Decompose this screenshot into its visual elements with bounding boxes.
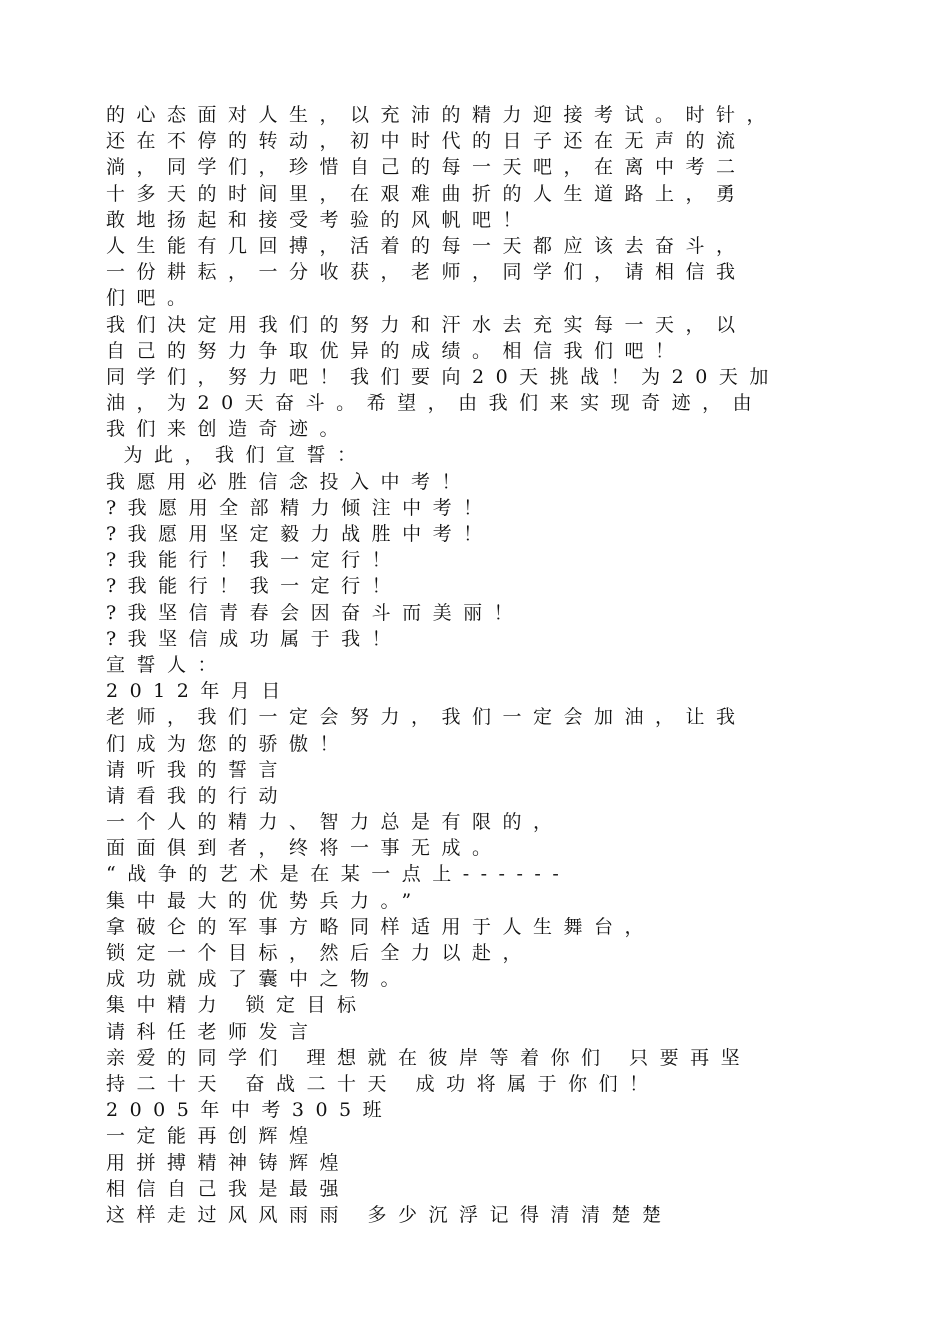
oath-line: ?我愿用全部精力倾注中考！ [106,496,494,519]
text-line: 十多天的时间里，在艰难曲折的人生道路上，勇 [106,182,747,205]
text-line: 请听我的誓言 [106,758,290,781]
text-line: 自己的努力争取优异的成绩。相信我们吧！ [106,339,686,362]
song-line: 这样走过风风雨雨 多少沉浮记得清清楚楚 [106,1203,673,1226]
document-body [106,102,866,1228]
text-line: 人生能有几回搏，活着的每一天都应该去奋斗， [106,234,747,257]
text-line: 请看我的行动 [106,784,290,807]
text-line: 还在不停的转动，初中时代的日子还在无声的流 [106,130,747,153]
oath-heading: 为此，我们宣誓： [106,444,368,467]
text-line: 老师，我们一定会努力，我们一定会加油，让我 [106,706,747,729]
text-line: 一份耕耘，一分收获，老师，同学们，请相信我 [106,261,747,284]
song-line: 相信自己我是最强 [106,1177,351,1200]
oath-line: ?我能行！我一定行！ [106,575,403,598]
text-line: 持二十天 奋战二十天 成功将属于你们！ [106,1072,660,1095]
quote-line: “战争的艺术是在某一点上------ [106,863,571,886]
text-line: 我们决定用我们的努力和汗水去充实每一天，以 [106,313,747,336]
text-line: 成功就成了囊中之物。 [106,968,412,991]
text-line: 亲爱的同学们 理想就在彼岸等着你们 只要再坚 [106,1046,752,1069]
text-line: 们成为您的骄傲！ [106,732,351,755]
oath-line: ?我能行！我一定行！ [106,549,403,572]
oath-line: ?我坚信青春会因奋斗而美丽！ [106,601,525,624]
text-line: 的心态面对人生，以充沛的精力迎接考试。时针， [106,104,778,126]
text-line: 敢地扬起和接受考验的风帆吧！ [106,208,534,231]
text-line: 我们来创造奇迹。 [106,418,351,441]
oath-line: ?我愿用坚定毅力战胜中考！ [106,523,494,545]
slogan-line: 集中精力 锁定目标 [106,994,368,1017]
text-line: 淌，同学们，珍惜自己的每一天吧，在离中考二 [106,156,747,179]
section-label: 请科任老师发言 [106,1020,320,1043]
class-label: 2005年中考305班 [106,1099,394,1122]
text-line: 同学们，努力吧！我们要向20天挑战！为20天加 [106,365,780,388]
text-line: 一个人的精力、智力总是有限的， [106,811,564,834]
text-line: 面面俱到者，终将一事无成。 [106,837,503,860]
text-line: 油，为20天奋斗。希望，由我们来实现奇迹，由 [106,392,764,415]
oath-line: 我愿用必胜信念投入中考！ [106,470,473,493]
text-line: 拿破仑的军事方略同样适用于人生舞台， [106,915,656,938]
song-line: 用拼搏精神铸辉煌 [106,1151,351,1174]
quote-line: 集中最大的优势兵力。” [106,889,423,912]
song-line: 一定能再创辉煌 [106,1125,320,1148]
oath-line: ?我坚信成功属于我！ [106,627,403,650]
text-line: 锁定一个目标，然后全力以赴， [106,942,534,964]
oath-date: 2012年月日 [106,680,292,703]
oath-signer-label: 宣誓人： [106,653,229,676]
text-line: 们吧。 [106,287,198,310]
